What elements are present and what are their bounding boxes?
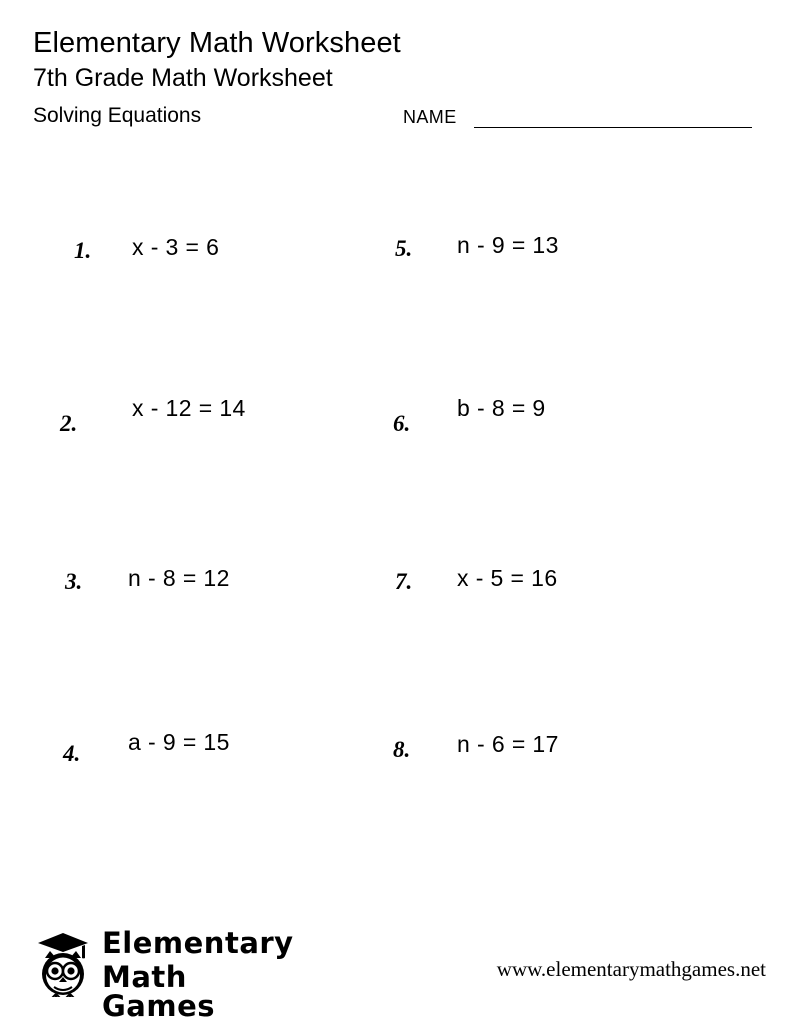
problem-list [0,232,800,892]
problem-item-4 [60,727,390,892]
problem-item-7 [385,562,735,727]
logo-wordmark [102,926,294,1023]
name-label: NAME [403,107,457,127]
problem-equation: n - 8 = 12 [128,565,230,591]
site-url: www.elementarymathgames.net [496,957,766,981]
problem-equation: x - 12 = 14 [132,395,246,421]
problem-item-5 [385,232,735,397]
problem-row [0,232,800,397]
worksheet-subject: Solving Equations [33,104,202,127]
logo-line-2: Math Games [102,960,216,1023]
owl-graduate-icon [32,931,94,997]
problem-number: 2. [60,411,78,436]
problem-item-1 [60,232,390,397]
problem-item-2 [60,397,390,562]
problem-item-6 [385,397,735,562]
problem-row [0,397,800,562]
problem-number: 7. [395,569,413,594]
problem-equation: n - 6 = 17 [457,731,559,757]
problem-item-3 [60,562,390,727]
problem-equation: x - 3 = 6 [132,234,220,260]
problem-number: 8. [393,737,411,762]
page-title: Elementary Math Worksheet [33,27,401,59]
problem-number: 6. [393,411,411,436]
worksheet-header [33,26,760,131]
problem-item-8 [385,727,735,892]
problem-number: 3. [65,569,83,594]
subject-row [33,103,760,131]
site-logo [32,926,294,1023]
problem-equation: a - 9 = 15 [128,729,230,755]
page-subtitle: 7th Grade Math Worksheet [33,64,333,92]
problem-equation: b - 8 = 9 [457,395,546,421]
worksheet-footer [0,926,800,1023]
problem-number: 4. [63,741,81,766]
problem-equation: n - 9 = 13 [457,232,559,258]
logo-line-1: Elementary [102,926,294,960]
problem-equation: x - 5 = 16 [457,565,558,591]
problem-number: 1. [74,238,92,263]
name-input-line[interactable] [474,127,752,128]
problem-row [0,562,800,727]
problem-number: 5. [395,236,413,261]
problem-row [0,727,800,892]
